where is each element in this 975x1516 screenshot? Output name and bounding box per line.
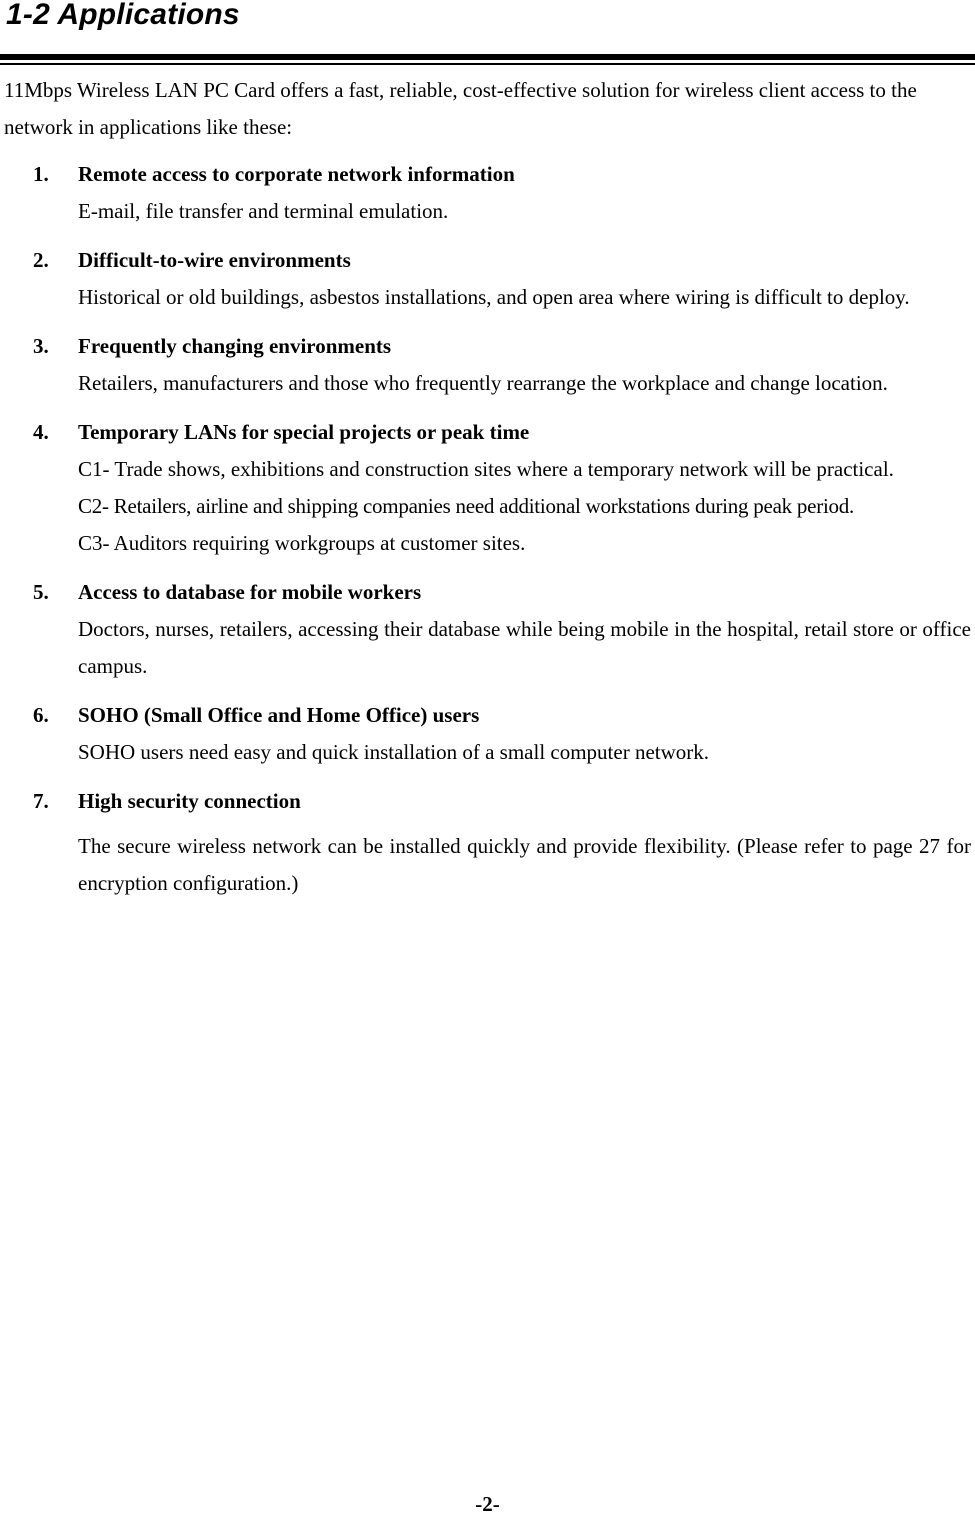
item-heading: High security connection (78, 789, 301, 813)
item-description: Retailers, manufacturers and those who frequently rearrange the workplace and change location. (78, 371, 888, 395)
application-item-temporary-lans (0, 414, 975, 562)
item-heading: Access to database for mobile workers (78, 580, 422, 604)
title-rule-thick (0, 54, 975, 60)
item-description: Doctors, nurses, retailers, accessing their database while being mobile in the hospital, retail store or office campus. (78, 617, 971, 678)
application-item-difficult-to-wire (0, 242, 975, 316)
page-number: -2- (475, 1492, 500, 1516)
item-heading: Difficult-to-wire environments (78, 248, 351, 272)
item-description: Historical or old buildings, asbestos installations, and open area where wiring is difficult to deploy. (78, 285, 910, 309)
application-item-changing-environments (0, 328, 975, 402)
item-description: The secure wireless network can be installed quickly and provide flexibility. (Please refer to page 27 for encryption configuration.) (78, 834, 971, 895)
item-heading: Frequently changing environments (78, 334, 392, 358)
application-item-soho-users (0, 697, 975, 771)
item-number: 1. (33, 162, 49, 186)
application-item-mobile-workers (0, 574, 975, 685)
application-item-high-security (0, 783, 975, 902)
application-item-remote-access (0, 156, 975, 230)
sub-item-c2: C2- Retailers, airline and shipping companies need additional workstations during peak period. (78, 494, 855, 518)
item-heading: Temporary LANs for special projects or peak time (78, 420, 530, 444)
item-heading: SOHO (Small Office and Home Office) users (78, 703, 480, 727)
item-number: 3. (33, 334, 49, 358)
sub-item-c1: C1- Trade shows, exhibitions and construction sites where a temporary network will be practical. (78, 457, 894, 481)
item-number: 6. (33, 703, 49, 727)
item-number: 5. (33, 580, 49, 604)
item-heading: Remote access to corporate network information (78, 162, 515, 186)
applications-list (0, 156, 975, 914)
intro-paragraph: 11Mbps Wireless LAN PC Card offers a fast, reliable, cost-effective solution for wireless client access to the network in applications like these: (4, 78, 917, 139)
item-number: 4. (33, 420, 49, 444)
item-description: E-mail, file transfer and terminal emulation. (78, 199, 449, 223)
item-description: SOHO users need easy and quick installation of a small computer network. (78, 740, 710, 764)
section-title: 1-2 Applications (6, 0, 240, 31)
title-rule-thin (0, 63, 975, 65)
sub-item-c3: C3- Auditors requiring workgroups at customer sites. (78, 531, 526, 555)
item-number: 7. (33, 789, 49, 813)
item-number: 2. (33, 248, 49, 272)
